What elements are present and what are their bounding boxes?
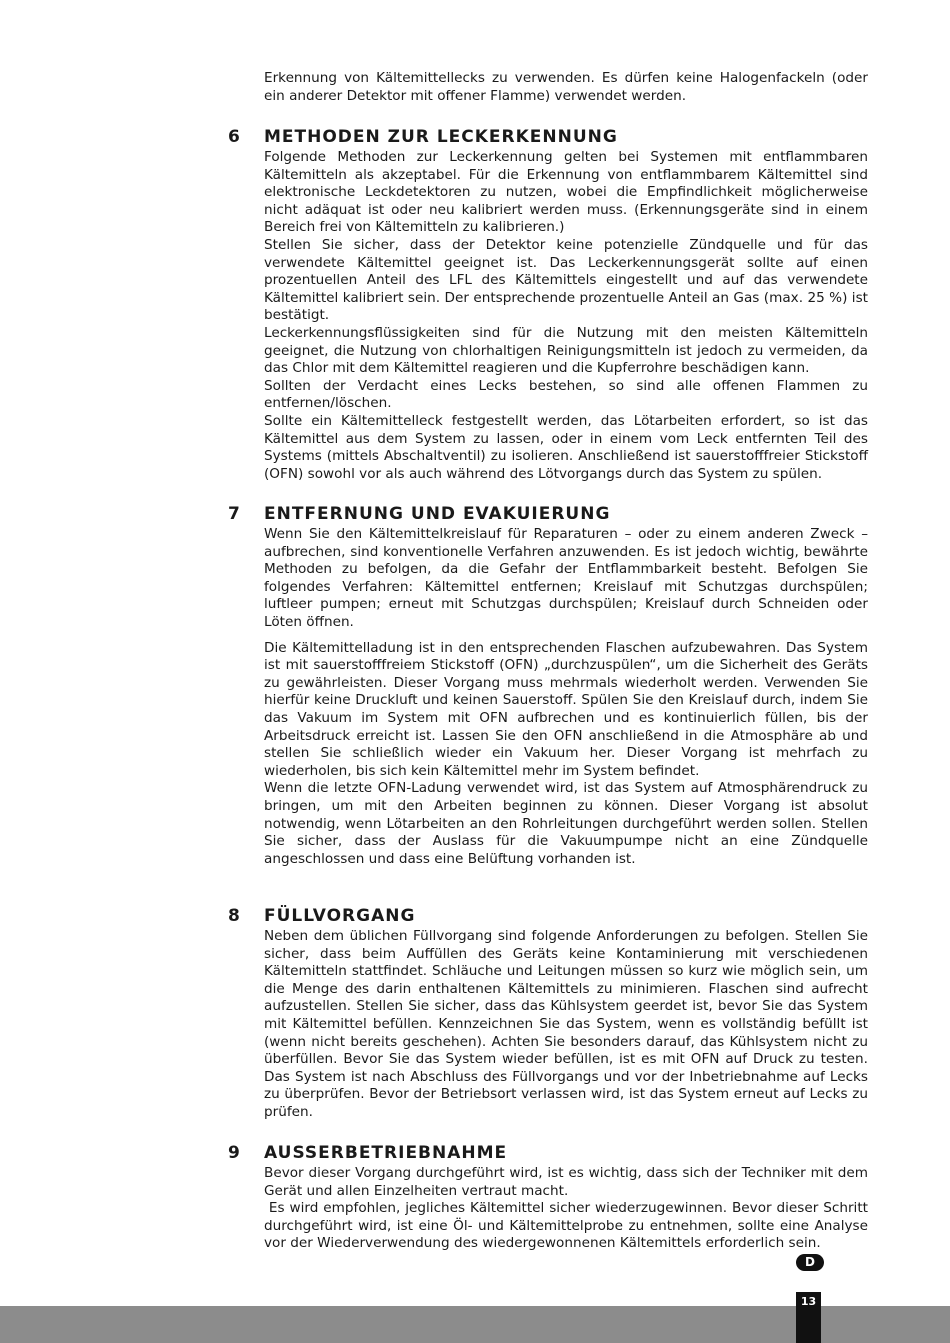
section-title: METHODEN ZUR LECKERKENNUNG (264, 127, 618, 147)
paragraph: Leckerkennungsflüssigkeiten sind für die Nutzung mit den meisten Kältemitteln geeignet, die Nutzung von chlorhaltigen Reinigungsmitteln ist jedoch zu vermeiden, da das Chlor mit dem Kältemittel reagieren und die Kupferrohre beschädigen kann. (264, 324, 868, 377)
section-number: 7 (228, 504, 241, 524)
section-6 (228, 127, 868, 483)
section-title: AUSSERBETRIEBNAHME (264, 1143, 508, 1163)
section-body (264, 928, 868, 1122)
section-heading (228, 504, 868, 526)
section-heading (228, 1143, 868, 1165)
page-number: 13 (796, 1292, 821, 1343)
paragraph: Wenn die letzte OFN-Ladung verwendet wird, ist das System auf Atmosphärendruck zu bringen, um mit den Arbeiten beginnen zu können. Dieser Vorgang ist absolut notwendig, wenn Lötarbeiten an den Rohrleitungen durchgeführt werden sollen. Stellen Sie sicher, dass der Auslass für die Vakuumpumpe nicht an eine Zündquelle angeschlossen und dass eine Belüftung vorhanden ist. (264, 780, 868, 867)
paragraph: Stellen Sie sicher, dass der Detektor keine potenzielle Zündquelle und für das verwendete Kältemittel geeignet ist. Das Leckerkennungsgerät sollte auf einen prozentuellen Anteil des LFL des Kältemittels eingestellt und auf das verwendete Kältemittel kalibriert sein. Der entsprechende prozentuelle Anteil an Gas (max. 25 %) ist bestätigt. (264, 236, 868, 324)
intro-continuation (264, 70, 868, 105)
section-body (264, 526, 868, 868)
section-9 (228, 1143, 873, 1253)
section-title: ENTFERNUNG UND EVAKUIERUNG (264, 504, 611, 524)
language-badge: D (796, 1254, 824, 1271)
paragraph: Wenn Sie den Kältemittelkreislauf für Reparaturen – oder zu einem anderen Zweck – aufbrechen, sind konventionelle Verfahren anzuwenden. Es ist jedoch wichtig, bewährte Methoden zu befolgen, da die Gefahr der Entflammbarkeit besteht. Befolgen Sie folgendes Verfahren: Kältemittel entfernen; Kreislauf mit Schutzgas durchspülen; luftleer pumpen; erneut mit Schutzgas durchspülen; Kreislauf durch Schneiden oder Löten öffnen. (264, 526, 868, 630)
paragraph: Die Kältemittelladung ist in den entsprechenden Flaschen aufzubewahren. Das System ist mit sauerstofffreiem Stickstoff (OFN) „durchzuspülen“, um die Sicherheit des Geräts zu gewährleisten. Dieser Vorgang muss mehrmals wiederholt werden. Verwenden Sie hierfür keine Druckluft und keinen Sauerstoff. Spülen Sie den Kreislauf durch, indem Sie das Vakuum im System mit OFN aufbrechen und es kontinuierlich füllen, bis der Arbeitsdruck erreicht ist. Lassen Sie den OFN anschließend in die Atmosphäre ab und stellen Sie schließlich wieder ein Vakuum her. Dieser Vorgang ist mehrfach zu wiederholen, bis sich kein Kältemittel mehr im System befindet. (264, 639, 868, 779)
paragraph: Sollten der Verdacht eines Lecks bestehen, so sind alle offenen Flammen zu entfernen/löschen. (264, 377, 868, 412)
paragraph: Bevor dieser Vorgang durchgeführt wird, ist es wichtig, dass sich der Techniker mit dem Gerät und allen Einzelheiten vertraut macht. (264, 1165, 868, 1199)
section-number: 9 (228, 1143, 241, 1163)
paragraph: Folgende Methoden zur Leckerkennung gelten bei Systemen mit entflammbaren Kältemitteln als akzeptabel. Für die Erkennung von entflammbarem Kältemittel sind elektronische Leckdetektoren zu nutzen, wobei die Empfindlichkeit möglicherweise nicht adäquat ist oder neu kalibriert werden muss. (Erkennungsgeräte sind in einem Bereich frei von Kältemitteln zu kalibrieren.) (264, 149, 868, 236)
paragraph: Sollte ein Kältemittelleck festgestellt werden, das Lötarbeiten erfordert, so ist das Kältemittel aus dem System zu lassen, oder in einem vom Leck entfernten Teil des Systems (mittels Abschaltventil) zu isolieren. Anschließend ist sauerstofffreier Stickstoff (OFN) sowohl vor als auch während des Lötvorgangs durch das System zu spülen. (264, 412, 868, 482)
section-8 (228, 906, 868, 1122)
section-title: FÜLLVORGANG (264, 906, 416, 926)
section-number: 8 (228, 906, 241, 926)
paragraph: Neben dem üblichen Füllvorgang sind folgende Anforderungen zu befolgen. Stellen Sie sicher, dass beim Auffüllen des Geräts keine Kontaminierung mit verschiedenen Kältemitteln stattfindet. Schläuche und Leitungen müssen so kurz wie möglich sein, um die Menge des darin enthaltenen Kältemittels zu minimieren. Flaschen sind aufrecht aufzustellen. Stellen Sie sicher, dass das Kühlsystem geerdet ist, bevor Sie das System mit Kältemittel befüllen. Kennzeichnen Sie das System, wenn es vollständig befüllt ist (wenn nicht bereits geschehen). Achten Sie besonders darauf, das Kühlsystem nicht zu überfüllen. Bevor Sie das System wieder befüllen, ist es mit OFN auf Druck zu testen. Das System ist nach Abschluss des Füllvorgangs und vor der Inbetriebnahme auf Lecks zu überprüfen. Bevor der Betriebsort verlassen wird, ist das System erneut auf Lecks zu prüfen. (264, 928, 868, 1120)
section-7 (228, 504, 868, 868)
section-number: 6 (228, 127, 241, 147)
intro-paragraph: Erkennung von Kältemittellecks zu verwenden. Es dürfen keine Halogenfackeln (oder ein anderer Detektor mit offener Flamme) verwendet werden. (264, 70, 868, 104)
section-heading (228, 127, 868, 149)
section-body (264, 1165, 873, 1253)
section-heading (228, 906, 868, 928)
paragraph: Es wird empfohlen, jegliches Kältemittel sicher wiederzugewinnen. Bevor dieser Schritt durchgeführt wird, ist eine Öl- und Kältemittelprobe zu entnehmen, sollte eine Analyse vor der Wiederverwendung des wiedergewonnenen Kältemittels erforderlich sein. (264, 1200, 873, 1252)
section-body (264, 149, 868, 483)
